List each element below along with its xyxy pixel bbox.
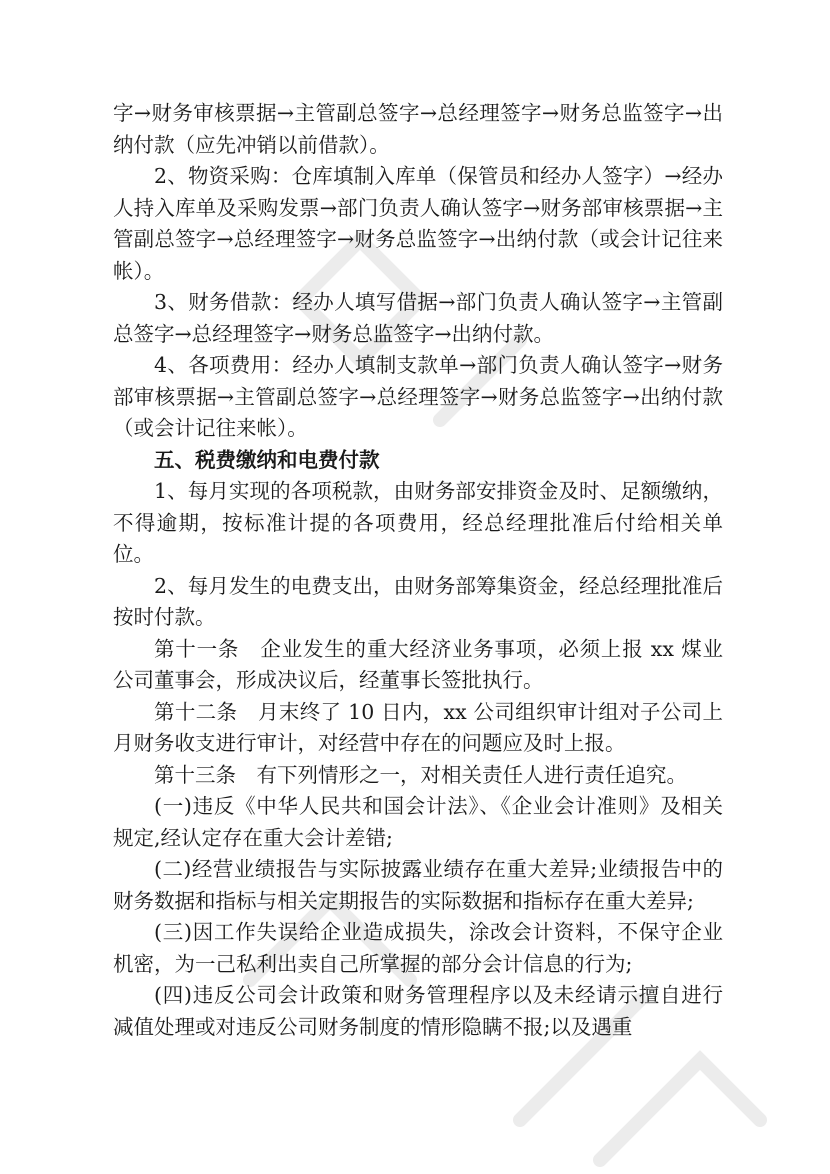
clause-three: (三)因工作失误给企业造成损失，涂改会计资料，不保守企业机密，为一己私利出卖自己所掌握的部分会计信息的行为; bbox=[113, 920, 723, 976]
article-thirteen: 第十三条 有下列情形之一，对相关责任人进行责任追究。 bbox=[154, 762, 687, 787]
paragraph-expenses: 4、各项费用：经办人填制支款单→部门负责人确认签字→财务部审核票据→主管副总签字→总经理签字→财务总监签字→出纳付款（或会计记往来帐）。 bbox=[113, 353, 723, 440]
paragraph-financial-loan: 3、财务借款：经办人填写借据→部门负责人确认签字→主管副总签字→总经理签字→财务总监签字→出纳付款。 bbox=[113, 290, 723, 346]
clause-one: (一)违反《中华人民共和国会计法》、《企业会计准则》及相关规定,经认定存在重大会计差错; bbox=[113, 794, 723, 850]
paragraph-electricity: 2、每月发生的电费支出，由财务部筹集资金，经总经理批准后按时付款。 bbox=[113, 573, 723, 629]
paragraph-material-purchase: 2、物资采购：仓库填制入库单（保管员和经办人签字）→经办人持入库单及采购发票→部门负责人确认签字→财务部审核票据→主管副总签字→总经理签字→财务总监签字→出纳付款（或会计记往来帐）。 bbox=[113, 164, 723, 283]
section-heading-taxes: 五、税费缴纳和电费付款 bbox=[154, 447, 380, 472]
clause-four: (四)违反公司会计政策和财务管理程序以及未经请示擅自进行减值处理或对违反公司财务制度的情形隐瞒不报;以及遇重 bbox=[113, 983, 723, 1039]
article-eleven: 第十一条 企业发生的重大经济业务事项，必须上报 xx 煤业公司董事会，形成决议后，经董事长签批执行。 bbox=[113, 636, 723, 692]
clause-two: (二)经营业绩报告与实际披露业绩存在重大差异;业绩报告中的财务数据和指标与相关定期报告的实际数据和指标存在重大差异; bbox=[113, 857, 723, 913]
paragraph-continuation: 字→财务审核票据→主管副总签字→总经理签字→财务总监签字→出纳付款（应先冲销以前借款）。 bbox=[113, 101, 723, 157]
document-body bbox=[113, 98, 723, 1043]
article-twelve: 第十二条 月末终了 10 日内，xx 公司组织审计组对子公司上月财务收支进行审计，对经营中存在的问题应及时上报。 bbox=[113, 699, 723, 755]
paragraph-monthly-taxes: 1、每月实现的各项税款，由财务部安排资金及时、足额缴纳，不得逾期，按标准计提的各项费用，经总经理批准后付给相关单位。 bbox=[113, 479, 723, 566]
